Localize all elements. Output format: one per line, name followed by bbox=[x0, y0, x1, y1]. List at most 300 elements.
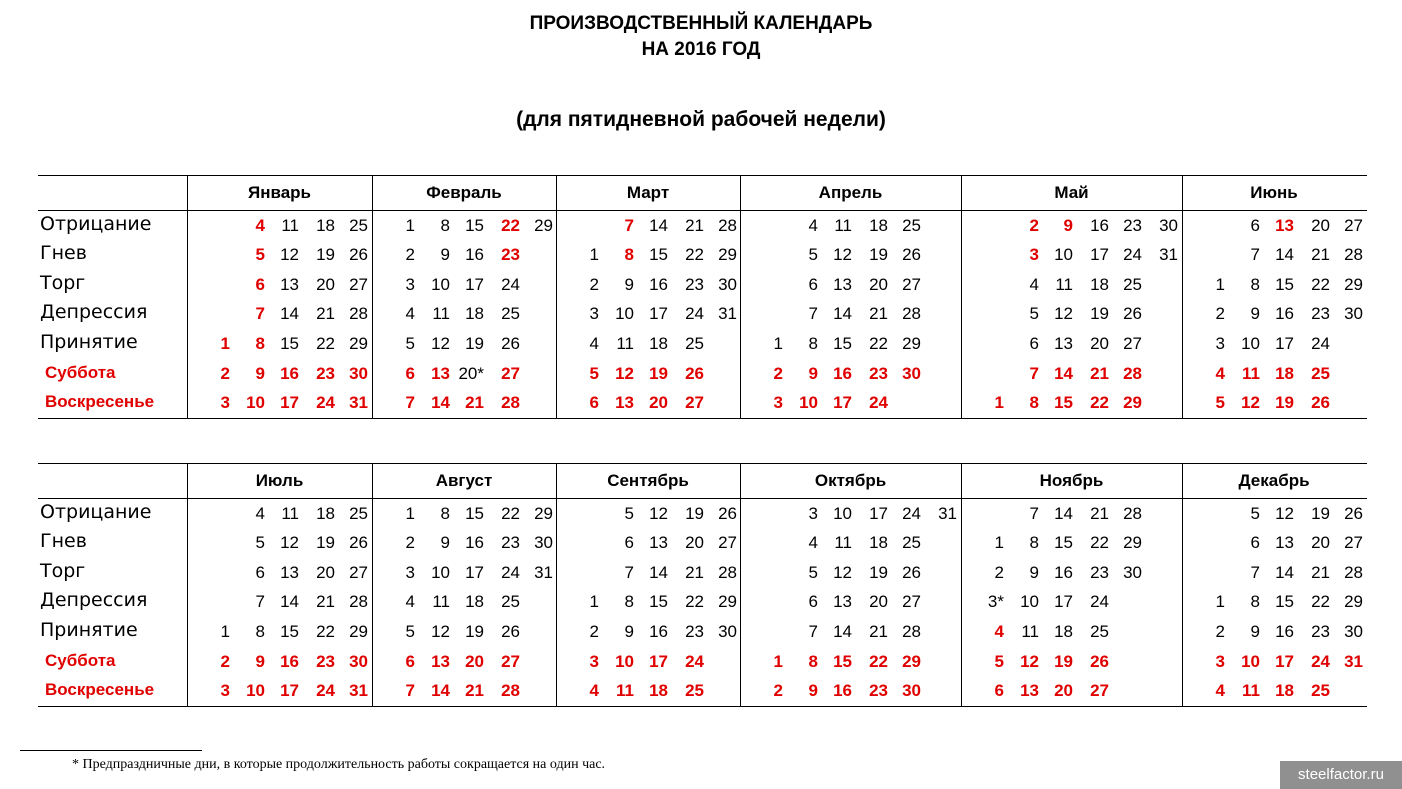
day-cell: 26 bbox=[1311, 393, 1330, 412]
day-cell: 16 bbox=[280, 364, 299, 383]
day-cell: 22 bbox=[316, 334, 335, 353]
day-cell: 27 bbox=[1344, 216, 1363, 235]
day-cell: 25 bbox=[1311, 364, 1330, 383]
day-cell: 3 bbox=[589, 652, 599, 671]
day-cell: 5 bbox=[255, 533, 265, 552]
day-cell: 29 bbox=[534, 216, 553, 235]
day-cell: 6 bbox=[405, 652, 415, 671]
day-cell: 29 bbox=[1344, 275, 1363, 294]
row-label-7: Воскресенье bbox=[45, 680, 155, 699]
day-cell: 14 bbox=[1054, 364, 1073, 383]
month-name: Апрель bbox=[818, 183, 883, 202]
day-cell: 12 bbox=[649, 504, 668, 523]
day-cell: 4 bbox=[808, 533, 818, 552]
day-cell: 2 bbox=[773, 364, 783, 383]
day-cell: 6 bbox=[1250, 216, 1260, 235]
day-cell: 14 bbox=[1275, 563, 1294, 582]
day-cell: 10 bbox=[246, 681, 265, 700]
day-cell: 17 bbox=[1054, 592, 1073, 611]
day-cell: 4 bbox=[255, 504, 265, 523]
day-cell: 12 bbox=[431, 622, 450, 641]
day-cell: 23 bbox=[685, 622, 704, 641]
day-cell: 24 bbox=[869, 393, 888, 412]
day-cell: 30 bbox=[902, 364, 921, 383]
day-cell: 6 bbox=[624, 533, 634, 552]
day-cell: 4 bbox=[589, 334, 599, 353]
day-cell: 28 bbox=[349, 304, 368, 323]
day-cell: 20 bbox=[1090, 334, 1109, 353]
day-cell: 3 bbox=[773, 393, 783, 412]
month-name: Октябрь bbox=[814, 471, 887, 490]
day-cell: 7 bbox=[1029, 364, 1039, 383]
day-cell: 27 bbox=[501, 652, 520, 671]
day-cell: 30 bbox=[1344, 622, 1363, 641]
day-cell: 24 bbox=[902, 504, 921, 523]
day-cell: 18 bbox=[1090, 275, 1109, 294]
day-cell: 21 bbox=[316, 592, 335, 611]
day-cell: 9 bbox=[440, 245, 450, 264]
day-cell: 17 bbox=[649, 304, 668, 323]
row-label-4: Депрессия bbox=[40, 589, 148, 611]
day-cell: 2 bbox=[405, 245, 415, 264]
day-cell: 28 bbox=[1123, 504, 1142, 523]
day-cell: 20* bbox=[458, 364, 484, 383]
day-cell: 2 bbox=[773, 681, 783, 700]
day-cell: 10 bbox=[1241, 652, 1260, 671]
row-label-4: Депрессия bbox=[40, 301, 148, 323]
day-cell: 13 bbox=[431, 652, 450, 671]
day-cell: 4 bbox=[808, 216, 818, 235]
day-cell: 5 bbox=[1029, 304, 1039, 323]
day-cell: 6 bbox=[1250, 533, 1260, 552]
day-cell: 2 bbox=[1215, 304, 1225, 323]
day-cell: 20 bbox=[316, 275, 335, 294]
day-cell: 15 bbox=[1054, 393, 1073, 412]
day-cell: 8 bbox=[1250, 592, 1260, 611]
day-cell: 31 bbox=[349, 681, 368, 700]
day-cell: 9 bbox=[624, 622, 634, 641]
day-cell: 26 bbox=[1123, 304, 1142, 323]
day-cell: 9 bbox=[255, 652, 265, 671]
day-cell: 15 bbox=[833, 334, 852, 353]
day-cell: 26 bbox=[1090, 652, 1109, 671]
day-cell: 15 bbox=[649, 245, 668, 264]
day-cell: 20 bbox=[869, 275, 888, 294]
day-cell: 8 bbox=[255, 622, 265, 641]
day-cell: 25 bbox=[1090, 622, 1109, 641]
day-cell: 5 bbox=[1250, 504, 1260, 523]
day-cell: 8 bbox=[1250, 275, 1260, 294]
month-name: Январь bbox=[247, 183, 311, 202]
day-cell: 1 bbox=[589, 245, 599, 264]
watermark: steelfactor.ru bbox=[1280, 761, 1402, 789]
row-label-3: Торг bbox=[40, 560, 86, 582]
day-cell: 21 bbox=[869, 304, 888, 323]
day-cell: 28 bbox=[902, 622, 921, 641]
day-cell: 11 bbox=[432, 304, 450, 323]
day-cell: 17 bbox=[1090, 245, 1109, 264]
day-cell: 28 bbox=[1344, 245, 1363, 264]
day-cell: 2 bbox=[589, 275, 599, 294]
day-cell: 13 bbox=[649, 533, 668, 552]
day-cell: 21 bbox=[1311, 245, 1330, 264]
day-cell: 21 bbox=[685, 563, 704, 582]
column-divider bbox=[740, 175, 741, 418]
day-cell: 13 bbox=[1275, 533, 1294, 552]
day-cell: 16 bbox=[833, 364, 852, 383]
day-cell: 20 bbox=[1311, 533, 1330, 552]
day-cell: 22 bbox=[1090, 393, 1109, 412]
day-cell: 26 bbox=[349, 245, 368, 264]
day-cell: 6 bbox=[1029, 334, 1039, 353]
day-cell: 23 bbox=[1090, 563, 1109, 582]
day-cell: 28 bbox=[902, 304, 921, 323]
day-cell: 13 bbox=[833, 275, 852, 294]
day-cell: 23 bbox=[316, 364, 335, 383]
row-label-1: Отрицание bbox=[40, 501, 152, 523]
day-cell: 18 bbox=[869, 533, 888, 552]
day-cell: 20 bbox=[465, 652, 484, 671]
day-cell: 12 bbox=[1054, 304, 1073, 323]
day-cell: 18 bbox=[869, 216, 888, 235]
bottom-rule bbox=[38, 418, 1367, 419]
row-label-6: Суббота bbox=[45, 651, 116, 670]
day-cell: 31 bbox=[938, 504, 957, 523]
day-cell: 10 bbox=[1054, 245, 1073, 264]
column-divider bbox=[372, 175, 373, 418]
month-name: Февраль bbox=[426, 183, 502, 202]
day-cell: 22 bbox=[501, 504, 520, 523]
day-cell: 21 bbox=[1311, 563, 1330, 582]
column-divider bbox=[1182, 175, 1183, 418]
day-cell: 11 bbox=[1055, 275, 1073, 294]
day-cell: 26 bbox=[902, 245, 921, 264]
day-cell: 29 bbox=[718, 592, 737, 611]
day-cell: 31 bbox=[1159, 245, 1178, 264]
day-cell: 23 bbox=[316, 652, 335, 671]
day-cell: 5 bbox=[808, 563, 818, 582]
day-cell: 14 bbox=[833, 304, 852, 323]
day-cell: 15 bbox=[1054, 533, 1073, 552]
day-cell: 12 bbox=[833, 245, 852, 264]
day-cell: 27 bbox=[349, 563, 368, 582]
day-cell: 19 bbox=[465, 622, 484, 641]
day-cell: 25 bbox=[685, 681, 704, 700]
day-cell: 12 bbox=[1020, 652, 1039, 671]
day-cell: 24 bbox=[316, 393, 335, 412]
day-cell: 30 bbox=[349, 364, 368, 383]
day-cell: 12 bbox=[431, 334, 450, 353]
month-name: Сентябрь bbox=[607, 471, 689, 490]
day-cell: 29 bbox=[534, 504, 553, 523]
day-cell: 6 bbox=[994, 681, 1004, 700]
day-cell: 16 bbox=[1054, 563, 1073, 582]
day-cell: 13 bbox=[1020, 681, 1039, 700]
day-cell: 6 bbox=[808, 275, 818, 294]
day-cell: 21 bbox=[685, 216, 704, 235]
day-cell: 4 bbox=[255, 216, 265, 235]
day-cell: 30 bbox=[534, 533, 553, 552]
day-cell: 19 bbox=[649, 364, 668, 383]
day-cell: 22 bbox=[869, 334, 888, 353]
day-cell: 13 bbox=[1054, 334, 1073, 353]
day-cell: 26 bbox=[349, 533, 368, 552]
day-cell: 31 bbox=[349, 393, 368, 412]
day-cell: 15 bbox=[1275, 275, 1294, 294]
day-cell: 15 bbox=[649, 592, 668, 611]
day-cell: 11 bbox=[1242, 364, 1260, 383]
day-cell: 22 bbox=[685, 245, 704, 264]
day-cell: 14 bbox=[1275, 245, 1294, 264]
row-label-2: Гнев bbox=[40, 242, 87, 264]
day-cell: 22 bbox=[869, 652, 888, 671]
day-cell: 4 bbox=[405, 304, 415, 323]
day-cell: 21 bbox=[465, 681, 484, 700]
day-cell: 18 bbox=[316, 216, 335, 235]
day-cell: 10 bbox=[799, 393, 818, 412]
day-cell: 3 bbox=[1029, 245, 1039, 264]
day-cell: 15 bbox=[280, 622, 299, 641]
day-cell: 24 bbox=[501, 275, 520, 294]
day-cell: 23 bbox=[1311, 304, 1330, 323]
row-label-2: Гнев bbox=[40, 530, 87, 552]
day-cell: 11 bbox=[432, 592, 450, 611]
day-cell: 30 bbox=[349, 652, 368, 671]
day-cell: 23 bbox=[1311, 622, 1330, 641]
day-cell: 7 bbox=[255, 592, 265, 611]
day-cell: 13 bbox=[1275, 216, 1294, 235]
column-divider bbox=[187, 463, 188, 706]
day-cell: 7 bbox=[624, 563, 634, 582]
day-cell: 1 bbox=[405, 504, 415, 523]
day-cell: 15 bbox=[465, 216, 484, 235]
day-cell: 19 bbox=[1311, 504, 1330, 523]
day-cell: 23 bbox=[685, 275, 704, 294]
day-cell: 2 bbox=[405, 533, 415, 552]
day-cell: 8 bbox=[624, 592, 634, 611]
day-cell: 17 bbox=[869, 504, 888, 523]
day-cell: 9 bbox=[255, 364, 265, 383]
day-cell: 24 bbox=[1311, 334, 1330, 353]
day-cell: 9 bbox=[808, 364, 818, 383]
day-cell: 3 bbox=[405, 563, 415, 582]
day-cell: 28 bbox=[349, 592, 368, 611]
day-cell: 23 bbox=[501, 245, 520, 264]
row-label-6: Суббота bbox=[45, 363, 116, 382]
day-cell: 20 bbox=[316, 563, 335, 582]
day-cell: 29 bbox=[349, 622, 368, 641]
day-cell: 1 bbox=[1215, 592, 1225, 611]
day-cell: 8 bbox=[808, 652, 818, 671]
day-cell: 10 bbox=[1020, 592, 1039, 611]
day-cell: 21 bbox=[1090, 364, 1109, 383]
day-cell: 15 bbox=[465, 504, 484, 523]
day-cell: 20 bbox=[1054, 681, 1073, 700]
day-cell: 16 bbox=[649, 275, 668, 294]
day-cell: 18 bbox=[316, 504, 335, 523]
day-cell: 19 bbox=[1090, 304, 1109, 323]
day-cell: 12 bbox=[615, 364, 634, 383]
day-cell: 4 bbox=[589, 681, 599, 700]
calendar-block-first-half bbox=[38, 175, 1368, 420]
day-cell: 1 bbox=[220, 334, 230, 353]
day-cell: 27 bbox=[501, 364, 520, 383]
month-name: Август bbox=[435, 471, 493, 490]
day-cell: 29 bbox=[902, 334, 921, 353]
day-cell: 9 bbox=[1250, 622, 1260, 641]
day-cell: 13 bbox=[615, 393, 634, 412]
day-cell: 27 bbox=[1344, 533, 1363, 552]
day-cell: 28 bbox=[1344, 563, 1363, 582]
day-cell: 11 bbox=[281, 504, 299, 523]
day-cell: 1 bbox=[994, 393, 1004, 412]
day-cell: 19 bbox=[869, 245, 888, 264]
day-cell: 20 bbox=[649, 393, 668, 412]
day-cell: 21 bbox=[869, 622, 888, 641]
day-cell: 24 bbox=[685, 304, 704, 323]
footnote-divider bbox=[20, 750, 202, 751]
day-cell: 14 bbox=[649, 563, 668, 582]
day-cell: 20 bbox=[685, 533, 704, 552]
day-cell: 31 bbox=[534, 563, 553, 582]
day-cell: 13 bbox=[431, 364, 450, 383]
day-cell: 29 bbox=[1344, 592, 1363, 611]
row-label-1: Отрицание bbox=[40, 213, 152, 235]
day-cell: 5 bbox=[255, 245, 265, 264]
day-cell: 14 bbox=[833, 622, 852, 641]
day-cell: 8 bbox=[1029, 393, 1039, 412]
day-cell: 18 bbox=[465, 304, 484, 323]
day-cell: 26 bbox=[1344, 504, 1363, 523]
day-cell: 19 bbox=[685, 504, 704, 523]
calendar-title-line2: НА 2016 ГОД bbox=[641, 39, 761, 60]
day-cell: 3 bbox=[405, 275, 415, 294]
column-divider bbox=[740, 463, 741, 706]
month-name: Май bbox=[1054, 183, 1089, 202]
day-cell: 10 bbox=[833, 504, 852, 523]
day-cell: 20 bbox=[1311, 216, 1330, 235]
day-cell: 7 bbox=[1029, 504, 1039, 523]
day-cell: 5 bbox=[808, 245, 818, 264]
day-cell: 25 bbox=[349, 504, 368, 523]
day-cell: 8 bbox=[440, 216, 450, 235]
day-cell: 30 bbox=[1344, 304, 1363, 323]
day-cell: 14 bbox=[431, 681, 450, 700]
day-cell: 30 bbox=[718, 275, 737, 294]
day-cell: 17 bbox=[649, 652, 668, 671]
day-cell: 26 bbox=[501, 622, 520, 641]
day-cell: 16 bbox=[833, 681, 852, 700]
day-cell: 3 bbox=[220, 681, 230, 700]
day-cell: 14 bbox=[649, 216, 668, 235]
day-cell: 7 bbox=[255, 304, 265, 323]
day-cell: 20 bbox=[869, 592, 888, 611]
day-cell: 25 bbox=[501, 304, 520, 323]
day-cell: 17 bbox=[280, 393, 299, 412]
day-cell: 17 bbox=[833, 393, 852, 412]
day-cell: 17 bbox=[1275, 334, 1294, 353]
day-cell: 7 bbox=[624, 216, 634, 235]
day-cell: 8 bbox=[1029, 533, 1039, 552]
day-cell: 31 bbox=[718, 304, 737, 323]
day-cell: 6 bbox=[255, 563, 265, 582]
day-cell: 16 bbox=[1090, 216, 1109, 235]
day-cell: 19 bbox=[316, 533, 335, 552]
day-cell: 14 bbox=[1054, 504, 1073, 523]
day-cell: 27 bbox=[349, 275, 368, 294]
day-cell: 24 bbox=[501, 563, 520, 582]
day-cell: 8 bbox=[440, 504, 450, 523]
day-cell: 2 bbox=[994, 563, 1004, 582]
day-cell: 5 bbox=[994, 652, 1004, 671]
day-cell: 21 bbox=[465, 393, 484, 412]
day-cell: 25 bbox=[902, 216, 921, 235]
day-cell: 29 bbox=[718, 245, 737, 264]
day-cell: 25 bbox=[349, 216, 368, 235]
day-cell: 17 bbox=[1275, 652, 1294, 671]
day-cell: 5 bbox=[1215, 393, 1225, 412]
day-cell: 10 bbox=[431, 275, 450, 294]
day-cell: 11 bbox=[281, 216, 299, 235]
day-cell: 10 bbox=[615, 652, 634, 671]
calendar-block-second-half bbox=[38, 463, 1368, 708]
day-cell: 3 bbox=[220, 393, 230, 412]
day-cell: 24 bbox=[1311, 652, 1330, 671]
day-cell: 3 bbox=[808, 504, 818, 523]
day-cell: 6 bbox=[808, 592, 818, 611]
day-cell: 18 bbox=[1275, 364, 1294, 383]
day-cell: 1 bbox=[994, 533, 1004, 552]
day-cell: 1 bbox=[1215, 275, 1225, 294]
day-cell: 4 bbox=[1029, 275, 1039, 294]
day-cell: 5 bbox=[405, 334, 415, 353]
day-cell: 9 bbox=[808, 681, 818, 700]
day-cell: 22 bbox=[316, 622, 335, 641]
day-cell: 7 bbox=[405, 393, 415, 412]
day-cell: 26 bbox=[685, 364, 704, 383]
day-cell: 28 bbox=[501, 393, 520, 412]
day-cell: 15 bbox=[1275, 592, 1294, 611]
day-cell: 29 bbox=[1123, 393, 1142, 412]
day-cell: 21 bbox=[316, 304, 335, 323]
day-cell: 1 bbox=[773, 652, 783, 671]
day-cell: 25 bbox=[1311, 681, 1330, 700]
day-cell: 1 bbox=[405, 216, 415, 235]
day-cell: 22 bbox=[685, 592, 704, 611]
day-cell: 13 bbox=[833, 592, 852, 611]
day-cell: 26 bbox=[902, 563, 921, 582]
day-cell: 29 bbox=[902, 652, 921, 671]
day-cell: 17 bbox=[280, 681, 299, 700]
day-cell: 1 bbox=[589, 592, 599, 611]
day-cell: 28 bbox=[718, 216, 737, 235]
day-cell: 5 bbox=[405, 622, 415, 641]
day-cell: 10 bbox=[431, 563, 450, 582]
day-cell: 3 bbox=[589, 304, 599, 323]
day-cell: 25 bbox=[501, 592, 520, 611]
day-cell: 11 bbox=[834, 533, 852, 552]
day-cell: 2 bbox=[1029, 216, 1039, 235]
day-cell: 10 bbox=[1241, 334, 1260, 353]
day-cell: 30 bbox=[902, 681, 921, 700]
day-cell: 11 bbox=[616, 681, 634, 700]
day-cell: 1 bbox=[220, 622, 230, 641]
day-cell: 14 bbox=[431, 393, 450, 412]
day-cell: 19 bbox=[1054, 652, 1073, 671]
day-cell: 11 bbox=[1021, 622, 1039, 641]
day-cell: 17 bbox=[465, 275, 484, 294]
day-cell: 4 bbox=[1215, 364, 1225, 383]
